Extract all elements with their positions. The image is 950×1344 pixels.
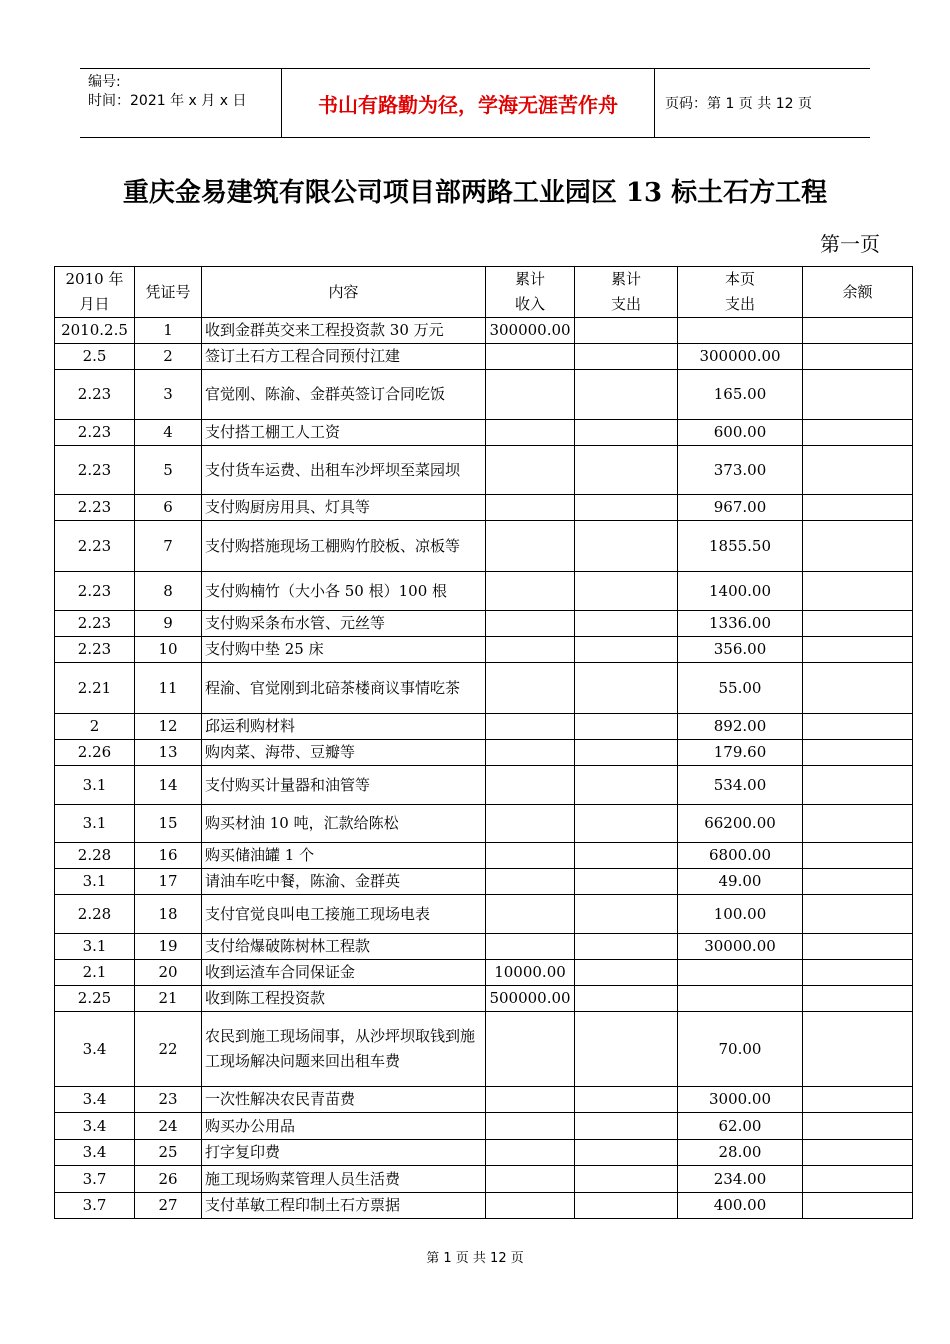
cell-balance: [803, 420, 913, 446]
cell-balance: [803, 869, 913, 895]
table-row: [55, 740, 913, 766]
cell-voucher: 17: [135, 869, 202, 895]
cell-page-expense: 1400.00: [678, 572, 803, 611]
cell-cumulative-expense: [575, 934, 678, 960]
cell-date: 2.28: [55, 895, 135, 934]
cell-content: 施工现场购菜管理人员生活费: [202, 1166, 486, 1193]
cell-date: 3.1: [55, 934, 135, 960]
cell-date: 3.1: [55, 805, 135, 843]
cell-date: 2.23: [55, 495, 135, 521]
cell-page-expense: 70.00: [678, 1012, 803, 1087]
cell-date: 2.25: [55, 986, 135, 1012]
table-row: [55, 986, 913, 1012]
cell-content: 支付购买计量器和油管等: [202, 766, 486, 805]
cell-page-expense: 62.00: [678, 1113, 803, 1140]
cell-balance: [803, 370, 913, 420]
cell-income: [486, 637, 575, 663]
ledger-body: [55, 318, 913, 1219]
cell-cumulative-expense: [575, 805, 678, 843]
cell-date: 2.23: [55, 611, 135, 637]
table-row: [55, 934, 913, 960]
cell-date: 3.4: [55, 1113, 135, 1140]
cell-income: [486, 663, 575, 714]
cell-voucher: 3: [135, 370, 202, 420]
cell-income: [486, 805, 575, 843]
cell-cumulative-expense: [575, 370, 678, 420]
cell-voucher: 10: [135, 637, 202, 663]
table-row: [55, 766, 913, 805]
cell-balance: [803, 843, 913, 869]
cell-balance: [803, 805, 913, 843]
cell-balance: [803, 1012, 913, 1087]
table-row: [55, 495, 913, 521]
cell-income: [486, 714, 575, 740]
cell-content: 支付购楠竹（大小各 50 根）100 根: [202, 572, 486, 611]
cell-income: [486, 1140, 575, 1166]
cell-voucher: 14: [135, 766, 202, 805]
cell-page-expense: 892.00: [678, 714, 803, 740]
cell-content: 农民到施工现场闹事，从沙坪坝取钱到施工现场解决问题来回出租车费: [202, 1012, 486, 1087]
cell-balance: [803, 1140, 913, 1166]
cell-cumulative-expense: [575, 843, 678, 869]
cell-balance: [803, 1113, 913, 1140]
cell-cumulative-expense: [575, 521, 678, 572]
table-row: [55, 370, 913, 420]
cell-date: 2.23: [55, 572, 135, 611]
cell-content: 支付购搭施现场工棚购竹胶板、凉板等: [202, 521, 486, 572]
cell-content: 收到陈工程投资款: [202, 986, 486, 1012]
cell-content: 支付购厨房用具、灯具等: [202, 495, 486, 521]
cell-income: [486, 1087, 575, 1113]
table-row: [55, 663, 913, 714]
table-row: [55, 843, 913, 869]
cell-income: [486, 895, 575, 934]
cell-voucher: 19: [135, 934, 202, 960]
header-motto: 书山有路勤为径，学海无涯苦作舟: [282, 69, 655, 137]
cell-content: 购买办公用品: [202, 1113, 486, 1140]
cell-cumulative-expense: [575, 960, 678, 986]
cell-income: [486, 740, 575, 766]
cell-content: 收到金群英交来工程投资款 30 万元: [202, 318, 486, 344]
cell-balance: [803, 495, 913, 521]
cell-cumulative-expense: [575, 1012, 678, 1087]
cell-content: 签订土石方工程合同预付江建: [202, 344, 486, 370]
cell-income: [486, 572, 575, 611]
cell-voucher: 22: [135, 1012, 202, 1087]
cell-voucher: 20: [135, 960, 202, 986]
cell-cumulative-expense: [575, 1140, 678, 1166]
cell-voucher: 4: [135, 420, 202, 446]
cell-page-expense: 400.00: [678, 1193, 803, 1219]
cell-income: [486, 611, 575, 637]
cell-date: 2.23: [55, 370, 135, 420]
cell-content: 购买储油罐 1 个: [202, 843, 486, 869]
cell-voucher: 11: [135, 663, 202, 714]
cell-income: [486, 1193, 575, 1219]
cell-date: 2.23: [55, 446, 135, 495]
cell-voucher: 2: [135, 344, 202, 370]
cell-income: 300000.00: [486, 318, 575, 344]
cell-cumulative-expense: [575, 446, 678, 495]
cell-income: 500000.00: [486, 986, 575, 1012]
cell-voucher: 16: [135, 843, 202, 869]
cell-content: 购买材油 10 吨，汇款给陈松: [202, 805, 486, 843]
cell-voucher: 12: [135, 714, 202, 740]
cell-page-expense: 373.00: [678, 446, 803, 495]
cell-page-expense: 534.00: [678, 766, 803, 805]
col-income: 累计 收入: [486, 267, 575, 318]
table-row: [55, 637, 913, 663]
table-row: [55, 960, 913, 986]
cell-content: 支付货车运费、出租车沙坪坝至菜园坝: [202, 446, 486, 495]
cell-date: 2010.2.5: [55, 318, 135, 344]
cell-income: [486, 521, 575, 572]
cell-voucher: 9: [135, 611, 202, 637]
col-cumulative-expense: 累计 支出: [575, 267, 678, 318]
cell-cumulative-expense: [575, 986, 678, 1012]
table-row: [55, 1166, 913, 1193]
header-meta: [80, 69, 282, 137]
cell-balance: [803, 934, 913, 960]
cell-page-expense: 179.60: [678, 740, 803, 766]
table-row: [55, 318, 913, 344]
cell-voucher: 21: [135, 986, 202, 1012]
cell-voucher: 18: [135, 895, 202, 934]
document-title: 重庆金易建筑有限公司项目部两路工业园区 13 标土石方工程: [122, 178, 828, 208]
cell-date: 3.4: [55, 1012, 135, 1087]
cell-page-expense: 30000.00: [678, 934, 803, 960]
cell-cumulative-expense: [575, 637, 678, 663]
header-row: [55, 267, 913, 318]
cell-income: [486, 1113, 575, 1140]
cell-balance: [803, 572, 913, 611]
col-balance: 余额: [803, 267, 913, 318]
cell-date: 2.28: [55, 843, 135, 869]
cell-voucher: 26: [135, 1166, 202, 1193]
cell-voucher: 24: [135, 1113, 202, 1140]
cell-date: 2.23: [55, 637, 135, 663]
cell-page-expense: 55.00: [678, 663, 803, 714]
document-header: [80, 68, 870, 138]
cell-content: 支付官觉良叫电工接施工现场电表: [202, 895, 486, 934]
cell-income: 10000.00: [486, 960, 575, 986]
cell-balance: [803, 986, 913, 1012]
cell-voucher: 13: [135, 740, 202, 766]
cell-date: 2.21: [55, 663, 135, 714]
table-row: [55, 1087, 913, 1113]
cell-income: [486, 843, 575, 869]
cell-voucher: 23: [135, 1087, 202, 1113]
table-row: [55, 521, 913, 572]
cell-voucher: 8: [135, 572, 202, 611]
cell-cumulative-expense: [575, 318, 678, 344]
cell-content: 支付购采条布水管、元丝等: [202, 611, 486, 637]
cell-page-expense: 6800.00: [678, 843, 803, 869]
cell-voucher: 7: [135, 521, 202, 572]
cell-page-expense: 356.00: [678, 637, 803, 663]
cell-income: [486, 1166, 575, 1193]
cell-voucher: 1: [135, 318, 202, 344]
cell-balance: [803, 960, 913, 986]
cell-balance: [803, 637, 913, 663]
cell-cumulative-expense: [575, 714, 678, 740]
cell-date: 3.4: [55, 1087, 135, 1113]
cell-page-expense: 300000.00: [678, 344, 803, 370]
cell-content: 购肉菜、海带、豆瓣等: [202, 740, 486, 766]
cell-cumulative-expense: [575, 895, 678, 934]
cell-date: 2.1: [55, 960, 135, 986]
cell-cumulative-expense: [575, 572, 678, 611]
cell-date: 3.1: [55, 766, 135, 805]
cell-income: [486, 344, 575, 370]
table-row: [55, 1113, 913, 1140]
cell-income: [486, 869, 575, 895]
cell-date: 3.1: [55, 869, 135, 895]
cell-page-expense: 49.00: [678, 869, 803, 895]
cell-content: 程渝、官觉刚到北碚茶楼商议事情吃茶: [202, 663, 486, 714]
cell-balance: [803, 318, 913, 344]
cell-cumulative-expense: [575, 766, 678, 805]
number-label: 编号:: [88, 74, 121, 90]
cell-date: 2: [55, 714, 135, 740]
cell-cumulative-expense: [575, 869, 678, 895]
cell-date: 2.23: [55, 521, 135, 572]
cell-balance: [803, 1087, 913, 1113]
cell-cumulative-expense: [575, 740, 678, 766]
cell-page-expense: 165.00: [678, 370, 803, 420]
cell-page-expense: 600.00: [678, 420, 803, 446]
col-page-expense: 本页 支出: [678, 267, 803, 318]
cell-page-expense: 100.00: [678, 895, 803, 934]
cell-cumulative-expense: [575, 1087, 678, 1113]
cell-content: 一次性解决农民青苗费: [202, 1087, 486, 1113]
cell-balance: [803, 611, 913, 637]
cell-date: 3.7: [55, 1166, 135, 1193]
table-row: [55, 805, 913, 843]
cell-income: [486, 370, 575, 420]
cell-page-expense: [678, 960, 803, 986]
col-voucher: 凭证号: [135, 267, 202, 318]
cell-cumulative-expense: [575, 1166, 678, 1193]
table-row: [55, 572, 913, 611]
cell-voucher: 25: [135, 1140, 202, 1166]
table-row: [55, 1140, 913, 1166]
cell-cumulative-expense: [575, 420, 678, 446]
cell-balance: [803, 895, 913, 934]
cell-page-expense: 967.00: [678, 495, 803, 521]
cell-income: [486, 766, 575, 805]
cell-page-expense: 1336.00: [678, 611, 803, 637]
table-row: [55, 714, 913, 740]
cell-balance: [803, 1166, 913, 1193]
cell-balance: [803, 766, 913, 805]
cell-cumulative-expense: [575, 611, 678, 637]
ledger-table: [54, 266, 913, 1219]
cell-voucher: 5: [135, 446, 202, 495]
table-row: [55, 420, 913, 446]
cell-page-expense: 3000.00: [678, 1087, 803, 1113]
table-row: [55, 611, 913, 637]
col-content: 内容: [202, 267, 486, 318]
cell-date: 2.5: [55, 344, 135, 370]
cell-content: 支付搭工棚工人工资: [202, 420, 486, 446]
table-row: [55, 869, 913, 895]
page-label: 第一页: [820, 232, 880, 256]
cell-date: 2.26: [55, 740, 135, 766]
cell-balance: [803, 740, 913, 766]
cell-content: 支付给爆破陈树林工程款: [202, 934, 486, 960]
cell-balance: [803, 714, 913, 740]
cell-cumulative-expense: [575, 663, 678, 714]
cell-page-expense: [678, 318, 803, 344]
cell-page-expense: 1855.50: [678, 521, 803, 572]
cell-page-expense: 66200.00: [678, 805, 803, 843]
cell-date: 3.4: [55, 1140, 135, 1166]
cell-balance: [803, 446, 913, 495]
table-row: [55, 446, 913, 495]
cell-content: 请油车吃中餐，陈渝、金群英: [202, 869, 486, 895]
cell-cumulative-expense: [575, 1193, 678, 1219]
table-row: [55, 1012, 913, 1087]
time-label: 时间：2021 年 x 月 x 日: [88, 93, 247, 109]
cell-income: [486, 1012, 575, 1087]
table-row: [55, 895, 913, 934]
cell-balance: [803, 1193, 913, 1219]
cell-date: 3.7: [55, 1193, 135, 1219]
table-row: [55, 1193, 913, 1219]
cell-income: [486, 934, 575, 960]
cell-balance: [803, 663, 913, 714]
cell-income: [486, 446, 575, 495]
cell-voucher: 27: [135, 1193, 202, 1219]
cell-date: 2.23: [55, 420, 135, 446]
cell-balance: [803, 344, 913, 370]
col-date: 2010 年 月日: [55, 267, 135, 318]
cell-income: [486, 420, 575, 446]
cell-page-expense: 234.00: [678, 1166, 803, 1193]
cell-income: [486, 495, 575, 521]
cell-content: 打字复印费: [202, 1140, 486, 1166]
header-page-info: 页码：第 1 页 共 12 页: [665, 96, 812, 112]
cell-cumulative-expense: [575, 495, 678, 521]
page-footer: 第 1 页 共 12 页: [426, 1251, 524, 1266]
cell-cumulative-expense: [575, 1113, 678, 1140]
cell-cumulative-expense: [575, 344, 678, 370]
cell-balance: [803, 521, 913, 572]
cell-content: 支付购中垫 25 床: [202, 637, 486, 663]
cell-voucher: 15: [135, 805, 202, 843]
cell-page-expense: [678, 986, 803, 1012]
cell-content: 支付革敏工程印制土石方票据: [202, 1193, 486, 1219]
cell-voucher: 6: [135, 495, 202, 521]
table-row: [55, 344, 913, 370]
cell-content: 收到运渣车合同保证金: [202, 960, 486, 986]
cell-content: 邱运利购材料: [202, 714, 486, 740]
cell-page-expense: 28.00: [678, 1140, 803, 1166]
cell-content: 官觉刚、陈渝、金群英签订合同吃饭: [202, 370, 486, 420]
